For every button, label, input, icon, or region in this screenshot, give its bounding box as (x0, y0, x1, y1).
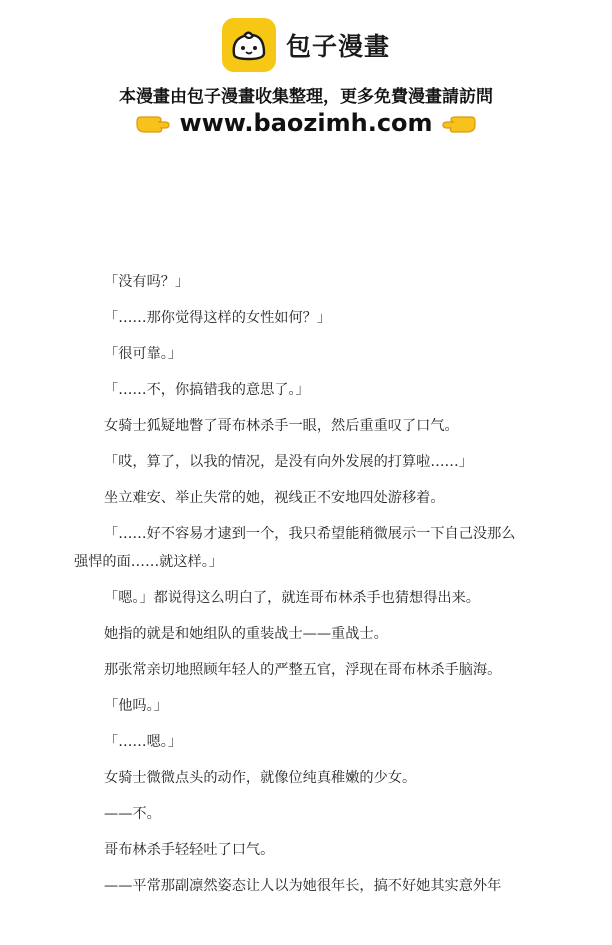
site-url-link[interactable]: www.baozimh.com (179, 109, 433, 137)
paragraph: 她指的就是和她组队的重装战士——重战士。 (104, 626, 388, 642)
paragraph: 「没有吗？」 (104, 274, 190, 290)
baozi-bun-icon (222, 18, 276, 72)
site-logo[interactable] (0, 16, 612, 74)
pointing-hand-icon (441, 111, 477, 135)
paragraph-continuation: 强悍的面……就这样。」 (74, 554, 223, 570)
pointing-hand-icon (135, 111, 171, 135)
paragraph: 女骑士微微点头的动作，就像位纯真稚嫩的少女。 (104, 770, 417, 786)
paragraph: 「……嗯。」 (104, 734, 183, 750)
paragraph: 「很可靠。」 (104, 346, 183, 362)
site-name: 包子漫畫 (285, 32, 390, 61)
paragraph: 哥布林杀手轻轻吐了口气。 (104, 842, 275, 858)
promo-text: 本漫畫由包子漫畫收集整理，更多免費漫畫請訪問 (119, 87, 493, 107)
paragraph: 「……不，你搞错我的意思了。」 (104, 382, 310, 398)
paragraph: 「哎，算了，以我的情况，是没有向外发展的打算啦……」 (104, 454, 473, 470)
paragraph: 「嗯。」都说得这么明白了，就连哥布林杀手也猜想得出来。 (104, 590, 480, 606)
paragraph: 那张常亲切地照顾年轻人的严整五官，浮现在哥布林杀手脑海。 (104, 662, 502, 678)
site-url-row (0, 106, 612, 140)
paragraph: 「……好不容易才逮到一个，我只希望能稍微展示一下自己没那么 (104, 526, 516, 542)
paragraph: ——不。 (104, 806, 161, 822)
paragraph: ——平常那副凛然姿态让人以为她很年长，搞不好她其实意外年 (104, 878, 502, 894)
paragraph: 「他吗。」 (104, 698, 168, 714)
paragraph: 「……那你觉得这样的女性如何？」 (104, 310, 332, 326)
paragraph: 女骑士狐疑地瞥了哥布林杀手一眼，然后重重叹了口气。 (104, 418, 459, 434)
paragraph: 坐立难安、举止失常的她，视线正不安地四处游移着。 (104, 490, 445, 506)
